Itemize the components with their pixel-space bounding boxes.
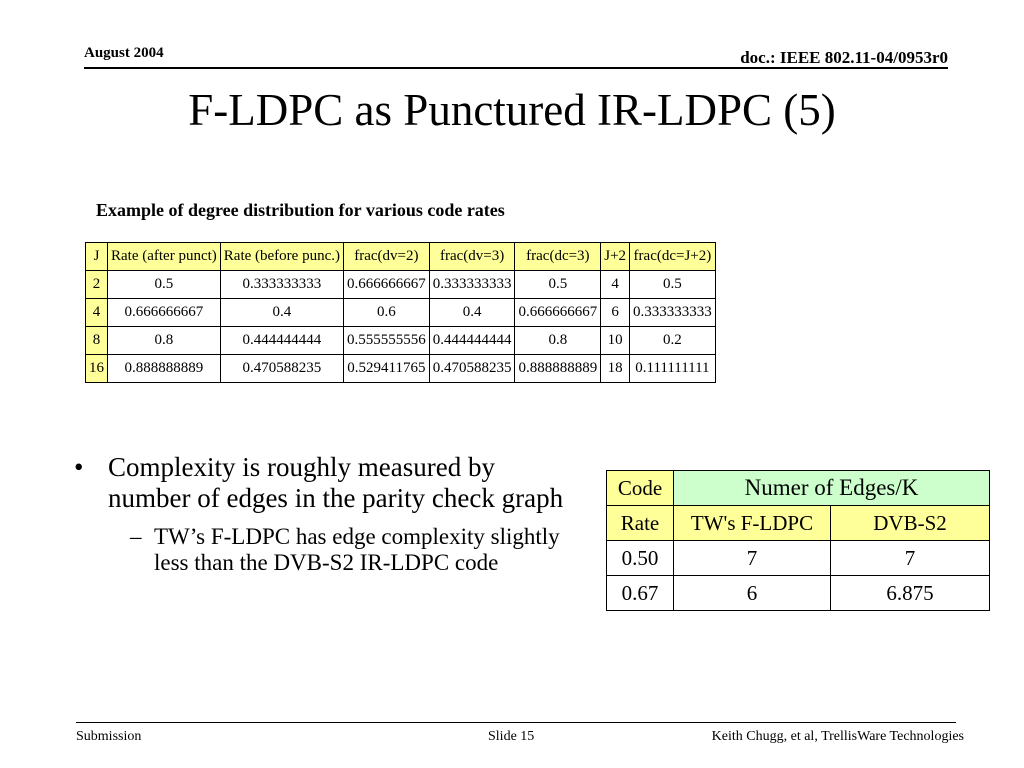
table-cell: 0.888888889 (108, 355, 221, 383)
table-cell: 0.444444444 (220, 327, 343, 355)
header-cell: frac(dv=3) (429, 243, 515, 271)
group-header-cell: Numer of Edges/K (674, 471, 990, 506)
table-cell: 0.666666667 (515, 299, 601, 327)
bullet-list (72, 452, 572, 576)
table-cell: 0.333333333 (630, 299, 716, 327)
table-cell: 0.888888889 (515, 355, 601, 383)
table-row (86, 299, 716, 327)
edge-table-header-row (607, 471, 990, 506)
table-row (86, 355, 716, 383)
bullet-dot-icon: • (74, 452, 84, 482)
table-cell: 0.5 (108, 271, 221, 299)
header-date: August 2004 (84, 45, 164, 61)
table-cell: 0.8 (515, 327, 601, 355)
table-cell: 0.111111111 (630, 355, 716, 383)
header-cell: J (86, 243, 108, 271)
table-row (607, 576, 990, 611)
edge-table-subheader-row (607, 506, 990, 541)
bullet-item (72, 452, 572, 514)
rate-label-cell: Rate (607, 506, 674, 541)
table-cell: 6 (601, 299, 630, 327)
table-cell: 0.333333333 (220, 271, 343, 299)
header-cell: frac(dc=3) (515, 243, 601, 271)
header-cell: frac(dv=2) (343, 243, 429, 271)
table-row (86, 327, 716, 355)
table-cell: 0.555555556 (343, 327, 429, 355)
header-cell: Rate (after punct) (108, 243, 221, 271)
table-cell: 0.333333333 (429, 271, 515, 299)
table-cell: 16 (86, 355, 108, 383)
table-row (607, 541, 990, 576)
table-row (86, 271, 716, 299)
bullet-text: Complexity is roughly measured by number of edges in the parity check graph (108, 452, 564, 513)
table-cell: 0.5 (515, 271, 601, 299)
degree-distribution-table (85, 242, 716, 383)
table-cell: 0.4 (220, 299, 343, 327)
table-cell: 6 (674, 576, 831, 611)
table-cell: 7 (674, 541, 831, 576)
table-cell: 0.470588235 (429, 355, 515, 383)
footer-author: Keith Chugg, et al, TrellisWare Technologies (711, 729, 964, 744)
footer-divider (76, 722, 956, 723)
table-header-row (86, 243, 716, 271)
table-cell: 0.666666667 (343, 271, 429, 299)
table-cell: 18 (601, 355, 630, 383)
table-cell: 0.529411765 (343, 355, 429, 383)
sub-bullet-text: TW’s F-LDPC has edge complexity slightly less than the DVB-S2 IR-LDPC code (154, 524, 560, 575)
sub-bullet-item (72, 524, 572, 576)
table-cell: 0.6 (343, 299, 429, 327)
header-cell: frac(dc=J+2) (630, 243, 716, 271)
table-caption: Example of degree distribution for various code rates (96, 200, 505, 220)
table-cell: 4 (601, 271, 630, 299)
table-cell: 8 (86, 327, 108, 355)
table-cell: 0.67 (607, 576, 674, 611)
table-cell: 0.444444444 (429, 327, 515, 355)
table-cell: 0.666666667 (108, 299, 221, 327)
header-divider (84, 67, 948, 69)
header-doc-id: doc.: IEEE 802.11-04/0953r0 (740, 48, 948, 67)
header-cell: J+2 (601, 243, 630, 271)
table-cell: 10 (601, 327, 630, 355)
table-cell: 6.875 (831, 576, 990, 611)
table-cell: 2 (86, 271, 108, 299)
table-cell: 0.5 (630, 271, 716, 299)
dash-icon: – (130, 524, 142, 549)
col-header-cell: TW's F-LDPC (674, 506, 831, 541)
table-cell: 0.2 (630, 327, 716, 355)
table-cell: 0.50 (607, 541, 674, 576)
code-label-cell: Code (607, 471, 674, 506)
table-cell: 4 (86, 299, 108, 327)
table-cell: 0.4 (429, 299, 515, 327)
table-cell: 0.8 (108, 327, 221, 355)
table-cell: 0.470588235 (220, 355, 343, 383)
table-cell: 7 (831, 541, 990, 576)
slide-title: F-LDPC as Punctured IR-LDPC (5) (188, 85, 836, 135)
edge-count-table (606, 470, 990, 611)
col-header-cell: DVB-S2 (831, 506, 990, 541)
slide-number: Slide 15 (488, 729, 535, 744)
footer-left: Submission (76, 729, 142, 744)
header-cell: Rate (before punc.) (220, 243, 343, 271)
